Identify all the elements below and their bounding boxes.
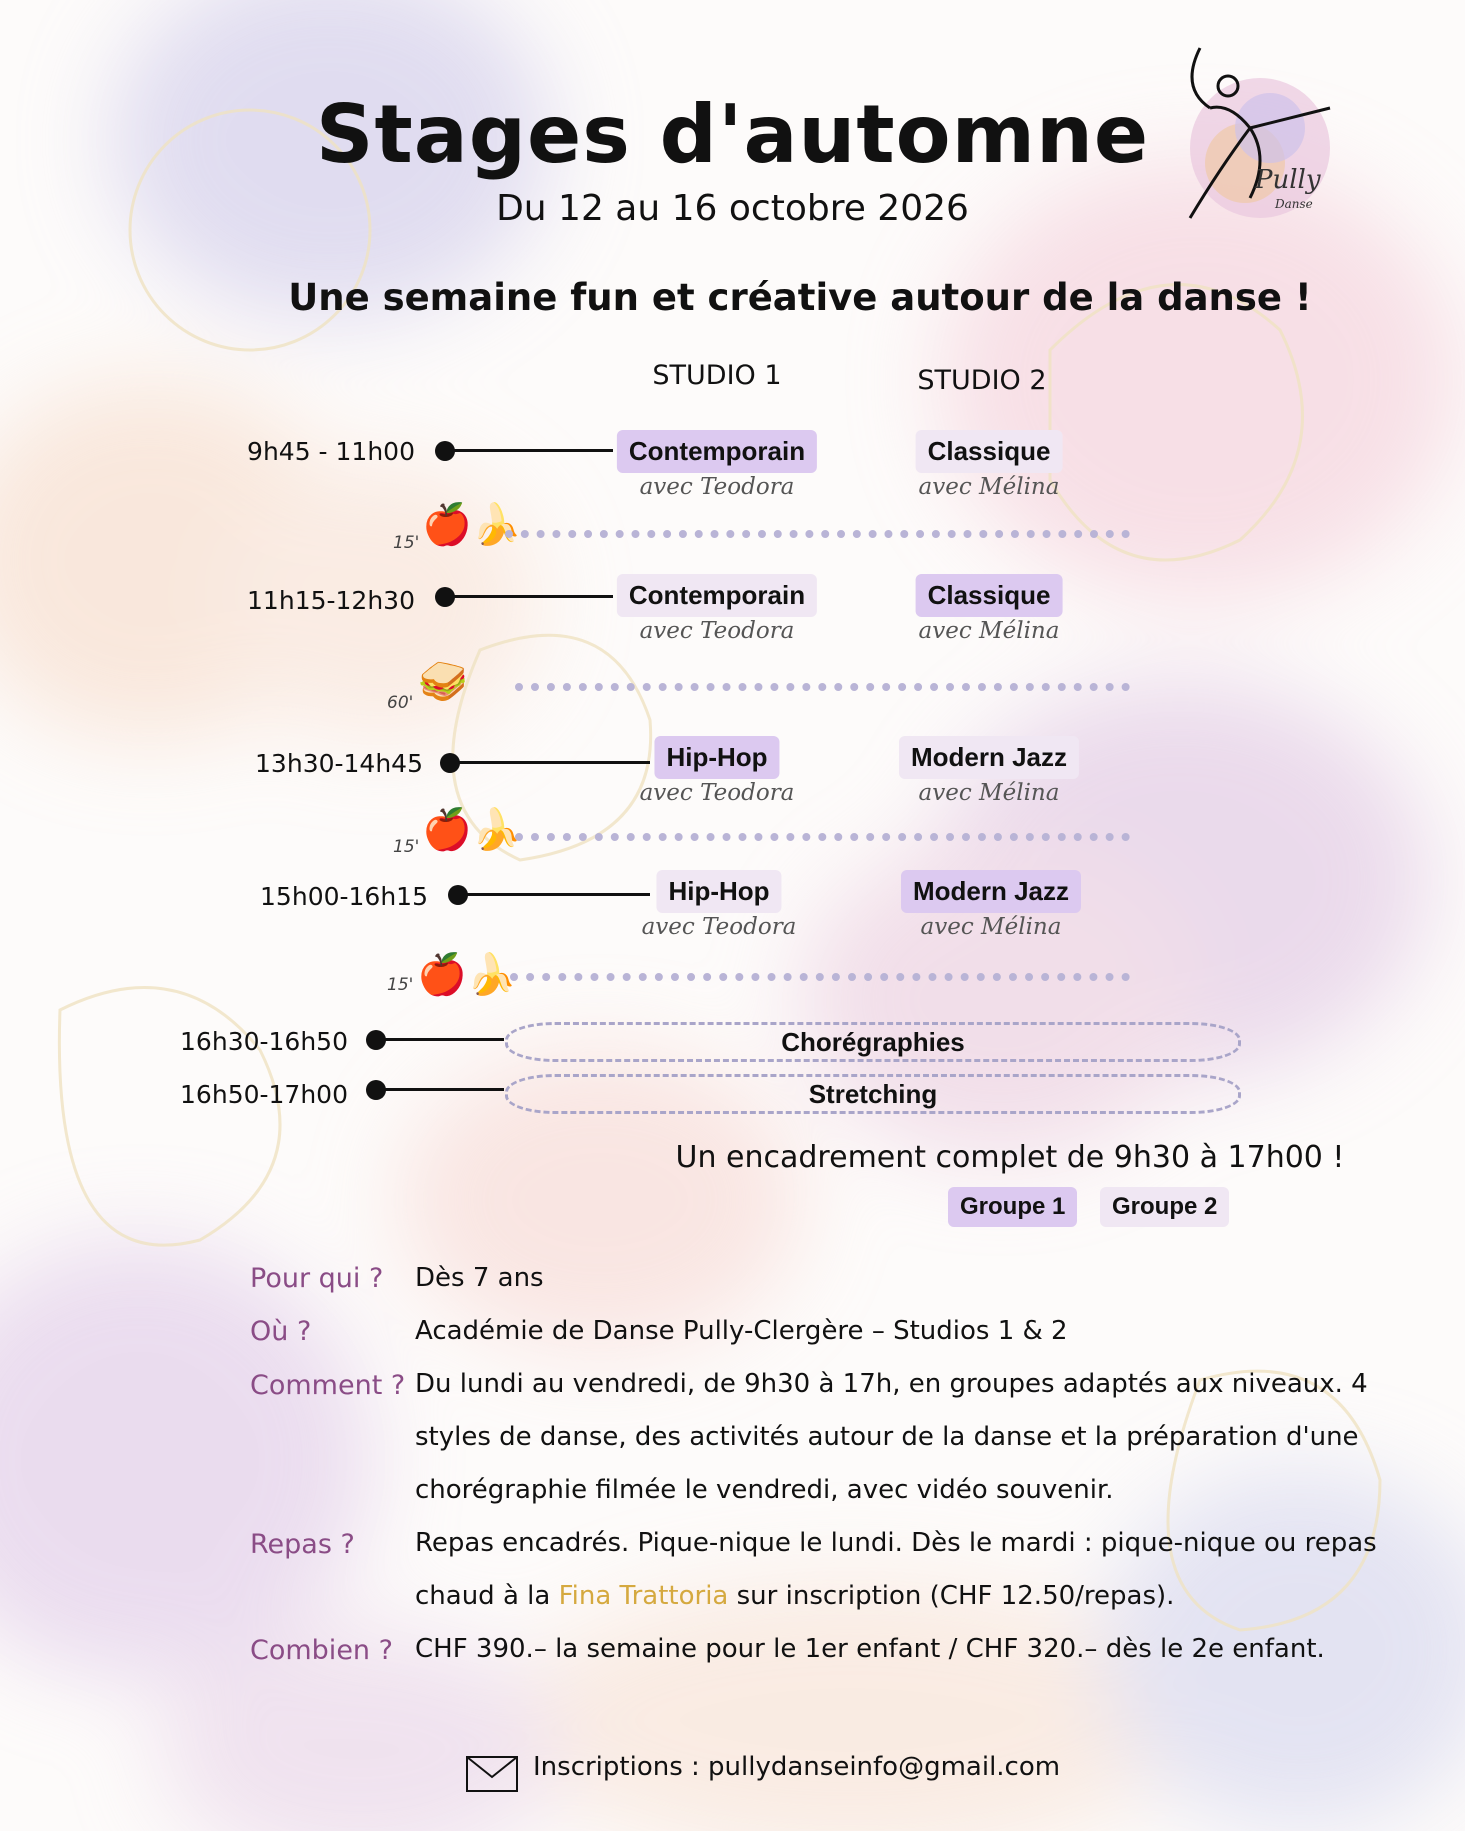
- teacher-label: avec Teodora: [639, 618, 795, 644]
- course-badge: Classique: [916, 430, 1063, 473]
- break-duration: 15': [387, 975, 414, 995]
- tagline: Une semaine fun et créative autour de la danse !: [288, 276, 1312, 319]
- teacher-label: avec Mélina: [918, 780, 1060, 806]
- legend-groupe-1: Groupe 1: [948, 1187, 1077, 1227]
- info-label-combien: Combien ?: [250, 1635, 393, 1666]
- timeline-line: [458, 893, 650, 896]
- course-badge: Modern Jazz: [901, 870, 1081, 913]
- break-duration: 15': [393, 837, 420, 857]
- teacher-label: avec Teodora: [639, 780, 795, 806]
- course-badge: Hip-Hop: [656, 870, 781, 913]
- fruit-icon: 🍎🍌: [422, 807, 522, 853]
- studio-2-header: STUDIO 2: [917, 365, 1047, 396]
- activity-stretching: Stretching: [505, 1074, 1241, 1114]
- legend-groupe-2: Groupe 2: [1100, 1187, 1229, 1227]
- slot-time: 16h30-16h50: [180, 1027, 348, 1056]
- course-badge: Hip-Hop: [654, 736, 779, 779]
- course-badge: Classique: [916, 574, 1063, 617]
- encadrement-note: Un encadrement complet de 9h30 à 17h00 !: [675, 1140, 1345, 1175]
- teacher-label: avec Teodora: [639, 474, 795, 500]
- slot-time: 11h15-12h30: [247, 586, 415, 615]
- teacher-label: avec Mélina: [920, 914, 1062, 940]
- info-label-comment: Comment ?: [250, 1370, 406, 1401]
- fruit-icon: 🍎🍌: [417, 952, 517, 998]
- page-title: Stages d'automne: [315, 88, 1150, 181]
- break-dotted-line: [505, 530, 1130, 538]
- info-label-pour-qui: Pour qui ?: [250, 1263, 384, 1294]
- break-dotted-line: [515, 833, 1130, 841]
- info-label-repas: Repas ?: [250, 1529, 355, 1560]
- break-dotted-line: [515, 683, 1130, 691]
- timeline-line: [376, 1088, 504, 1091]
- activity-choregraphies: Chorégraphies: [505, 1022, 1241, 1062]
- svg-text:Danse: Danse: [1275, 197, 1313, 211]
- break-duration: 15': [393, 533, 420, 553]
- studio-1-header: STUDIO 1: [652, 360, 782, 391]
- info-ou: Académie de Danse Pully-Clergère – Studios 1 & 2: [415, 1316, 1068, 1346]
- break-duration: 60': [387, 693, 414, 713]
- info-comment: Du lundi au vendredi, de 9h30 à 17h, en groupes adaptés aux niveaux. 4 styles de danse, des activités autour de la danse et la préparation d'une chorégraphie filmée le vendredi, avec vidéo souvenir.: [415, 1369, 1368, 1505]
- fina-trattoria-highlight: Fina Trattoria: [558, 1581, 729, 1611]
- slot-time: 9h45 - 11h00: [247, 437, 415, 466]
- break-dotted-line: [510, 973, 1130, 981]
- inscriptions-contact[interactable]: Inscriptions : pullydanseinfo@gmail.com: [533, 1752, 1061, 1782]
- timeline-line: [376, 1038, 504, 1041]
- teacher-label: avec Teodora: [641, 914, 797, 940]
- timeline-line: [450, 761, 650, 764]
- course-badge: Contemporain: [617, 574, 817, 617]
- course-badge: Contemporain: [617, 430, 817, 473]
- info-pour-qui: Dès 7 ans: [415, 1263, 544, 1293]
- info-label-ou: Où ?: [250, 1316, 312, 1347]
- slot-time: 13h30-14h45: [255, 749, 423, 778]
- date-subtitle: Du 12 au 16 octobre 2026: [496, 188, 969, 229]
- envelope-icon: [465, 1755, 519, 1793]
- slot-time: 15h00-16h15: [260, 882, 428, 911]
- timeline-line: [445, 449, 613, 452]
- svg-text:Pully: Pully: [1255, 165, 1321, 195]
- fruit-icon: 🍎🍌: [422, 502, 522, 548]
- course-badge: Modern Jazz: [899, 736, 1079, 779]
- slot-time: 16h50-17h00: [180, 1080, 348, 1109]
- info-repas: Repas encadrés. Pique-nique le lundi. Dès le mardi : pique-nique ou repas chaud à la Fina Trattoria sur inscription (CHF 12.50/repas).: [415, 1528, 1377, 1611]
- sandwich-icon: 🥪: [418, 659, 468, 705]
- info-combien: CHF 390.– la semaine pour le 1er enfant / CHF 320.– dès le 2e enfant.: [415, 1634, 1325, 1664]
- timeline-line: [445, 595, 613, 598]
- teacher-label: avec Mélina: [918, 618, 1060, 644]
- teacher-label: avec Mélina: [918, 474, 1060, 500]
